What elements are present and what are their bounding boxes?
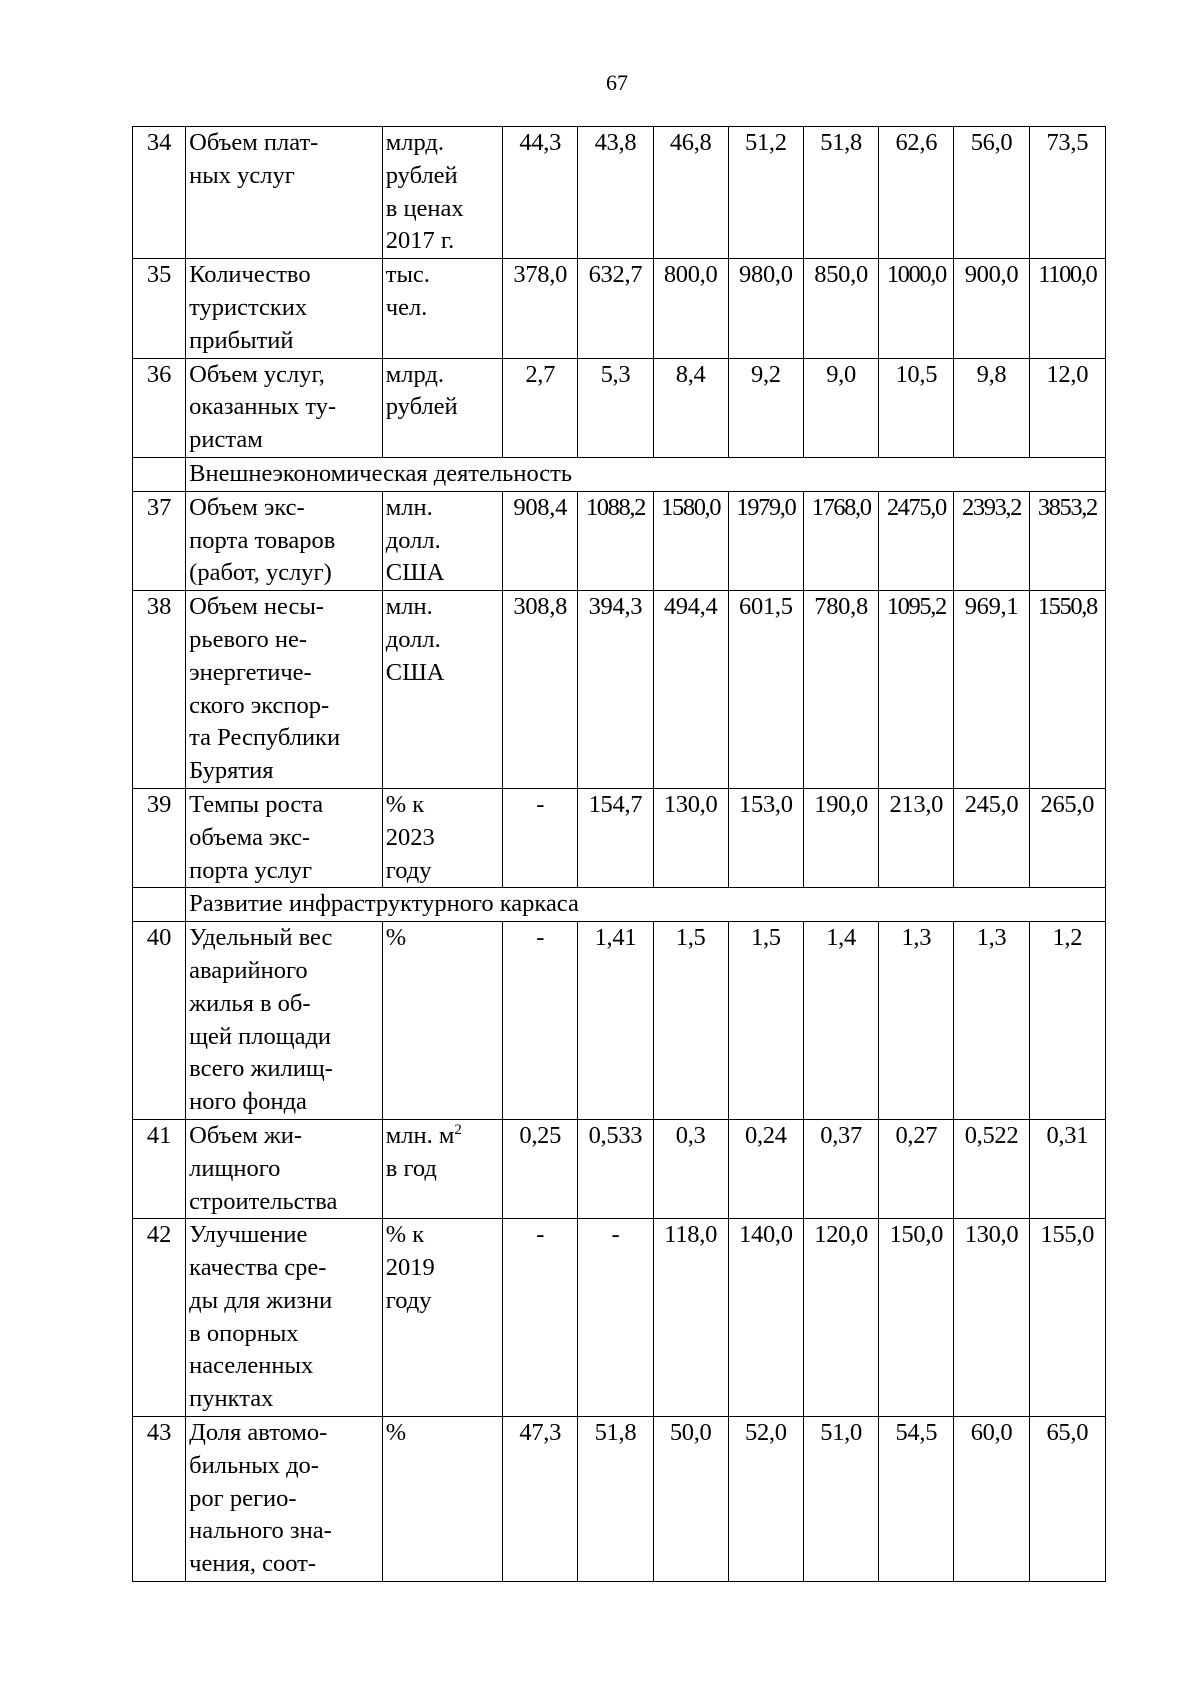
indicator-name-line: щей площади [189, 1022, 332, 1050]
indicator-name-line: та Республики [189, 724, 341, 752]
table-row [133, 358, 1106, 457]
indicator-name-line: Объем экс- [189, 493, 305, 521]
value-cell: 62,6 [879, 127, 954, 259]
value-cell: 1979,0 [728, 491, 803, 590]
value-cell: 65,0 [1029, 1417, 1105, 1582]
table-row [133, 591, 1106, 789]
value-cell: 1,3 [954, 922, 1029, 1120]
value-cell: 0,522 [954, 1119, 1029, 1218]
row-number: 39 [133, 788, 186, 887]
value-cell: 1088,2 [578, 491, 653, 590]
table-body [133, 127, 1106, 1582]
indicator-name-line: рог регио- [189, 1484, 297, 1512]
table-row [133, 1417, 1106, 1582]
indicator-name [186, 1119, 383, 1218]
row-number: 43 [133, 1417, 186, 1582]
page-number: 67 [606, 70, 628, 95]
value-cell: 54,5 [879, 1417, 954, 1582]
unit-line: рублей [385, 161, 458, 189]
unit-line: % [385, 924, 407, 952]
indicator-name [186, 1417, 383, 1582]
unit-line: 2019 [385, 1254, 435, 1282]
value-cell: 9,2 [728, 358, 803, 457]
row-number: 34 [133, 127, 186, 259]
value-cell: 130,0 [653, 788, 728, 887]
indicator-name [186, 1219, 383, 1417]
indicator-name [186, 788, 383, 887]
indicator-name-line: Объем несы- [189, 593, 324, 621]
value-cell: - [578, 1219, 653, 1417]
unit-line: чел. [385, 293, 428, 321]
indicator-name-line: в опорных [189, 1319, 299, 1347]
indicator-name-line: объема экс- [189, 823, 310, 851]
value-cell: 153,0 [728, 788, 803, 887]
value-cell: 47,3 [503, 1417, 578, 1582]
value-cell: 154,7 [578, 788, 653, 887]
indicator-name [186, 922, 383, 1120]
section-header-row [133, 888, 1106, 922]
indicator-name-line: бильных до- [189, 1451, 319, 1479]
unit-of-measure [382, 1417, 502, 1582]
value-cell: 56,0 [954, 127, 1029, 259]
value-cell: 632,7 [578, 259, 653, 358]
indicator-name [186, 259, 383, 358]
value-cell: 1095,2 [879, 591, 954, 789]
value-cell: 1,41 [578, 922, 653, 1120]
indicator-name [186, 358, 383, 457]
indicator-name-line: Доля автомо- [189, 1419, 328, 1447]
indicator-name-line: пунктах [189, 1385, 274, 1413]
unit-line: % к [385, 790, 425, 818]
value-cell: 969,1 [954, 591, 1029, 789]
value-cell: 120,0 [803, 1219, 878, 1417]
unit-of-measure [382, 591, 502, 789]
value-cell: - [503, 788, 578, 887]
unit-of-measure [382, 1219, 502, 1417]
indicator-name-line: прибытий [189, 326, 294, 354]
unit-of-measure [382, 788, 502, 887]
row-number: 35 [133, 259, 186, 358]
value-cell: 51,8 [803, 127, 878, 259]
indicator-name-line: ды для жизни [189, 1286, 333, 1314]
row-number: 41 [133, 1119, 186, 1218]
indicator-name-line: ного фонда [189, 1088, 307, 1116]
indicator-name-line: Объем услуг, [189, 360, 325, 388]
value-cell: 0,3 [653, 1119, 728, 1218]
indicator-name-line: порта товаров [189, 526, 336, 554]
indicator-name-line: туристских [189, 293, 308, 321]
indicator-name-line: качества сре- [189, 1254, 327, 1282]
value-cell: 1,5 [653, 922, 728, 1120]
unit-line: % [385, 1419, 407, 1447]
value-cell: 46,8 [653, 127, 728, 259]
unit-line: % к [385, 1221, 425, 1249]
unit-line [386, 1120, 499, 1153]
indicator-name-line: Количество [189, 261, 311, 289]
value-cell: 150,0 [879, 1219, 954, 1417]
value-cell: 0,533 [578, 1119, 653, 1218]
value-cell: 800,0 [653, 259, 728, 358]
value-cell: 140,0 [728, 1219, 803, 1417]
table-row [133, 922, 1106, 1120]
table-row [133, 491, 1106, 590]
value-cell: 245,0 [954, 788, 1029, 887]
unit-line: млрд. [385, 360, 444, 388]
value-cell: 0,27 [879, 1119, 954, 1218]
indicator-name-line: ского экспор- [189, 691, 330, 719]
value-cell: 908,4 [503, 491, 578, 590]
indicator-name-line: Улучшение [189, 1221, 308, 1249]
value-cell: 2475,0 [879, 491, 954, 590]
unit-line: тыс. [385, 261, 430, 289]
value-cell: 1,3 [879, 922, 954, 1120]
value-cell: 43,8 [578, 127, 653, 259]
indicator-name-line: всего жилищ- [189, 1055, 333, 1083]
row-number: 38 [133, 591, 186, 789]
value-cell: 394,3 [578, 591, 653, 789]
unit-line: млн. [385, 593, 433, 621]
indicator-name-line: чения, соот- [189, 1550, 317, 1578]
value-cell: 980,0 [728, 259, 803, 358]
unit-line: рублей [385, 393, 458, 421]
value-cell: 9,8 [954, 358, 1029, 457]
table-row [133, 788, 1106, 887]
value-cell: 8,4 [653, 358, 728, 457]
value-cell: 0,25 [503, 1119, 578, 1218]
value-cell: 1550,8 [1029, 591, 1105, 789]
value-cell: 155,0 [1029, 1219, 1105, 1417]
unit-line: США [385, 559, 445, 587]
unit-line: млн. [385, 493, 433, 521]
value-cell: 0,37 [803, 1119, 878, 1218]
value-cell: 1100,0 [1029, 259, 1105, 358]
value-cell: 0,31 [1029, 1119, 1105, 1218]
value-cell: 12,0 [1029, 358, 1105, 457]
value-cell: 1,5 [728, 922, 803, 1120]
indicator-name-line: ристам [189, 426, 263, 454]
value-cell: 73,5 [1029, 127, 1105, 259]
unit-line: 2023 [385, 823, 435, 851]
section-header-row [133, 457, 1106, 491]
value-cell: 780,8 [803, 591, 878, 789]
value-cell: 494,4 [653, 591, 728, 789]
value-cell: 60,0 [954, 1417, 1029, 1582]
indicator-name-line: ных услуг [189, 161, 295, 189]
unit-of-measure [382, 259, 502, 358]
indicator-name-line: нального зна- [189, 1517, 332, 1545]
indicators-table [132, 126, 1106, 1582]
value-cell: 50,0 [653, 1417, 728, 1582]
value-cell: 51,0 [803, 1417, 878, 1582]
table-row [133, 1219, 1106, 1417]
indicator-name-line: жилья в об- [189, 989, 311, 1017]
value-cell: 1768,0 [803, 491, 878, 590]
value-cell: - [503, 922, 578, 1120]
value-cell: 2393,2 [954, 491, 1029, 590]
value-cell: 5,3 [578, 358, 653, 457]
unit-of-measure [382, 127, 502, 259]
unit-line: млрд. [385, 129, 444, 156]
value-cell: 1,2 [1029, 922, 1105, 1120]
unit-line: в год [385, 1154, 437, 1182]
indicator-name [186, 491, 383, 590]
value-cell: 850,0 [803, 259, 878, 358]
indicator-name-line: порта услуг [189, 856, 313, 884]
unit-line: в ценах [385, 194, 464, 222]
value-cell: 44,3 [503, 127, 578, 259]
unit-of-measure [382, 922, 502, 1120]
value-cell: 1000,0 [879, 259, 954, 358]
value-cell: 51,2 [728, 127, 803, 259]
table-row [133, 1119, 1106, 1218]
section-title: Развитие инфраструктурного каркаса [186, 888, 1106, 922]
value-cell: 130,0 [954, 1219, 1029, 1417]
indicator-name-line: Объем жи- [189, 1121, 303, 1149]
indicator-name-line: лищного [189, 1154, 281, 1182]
indicator-name-line: Объем плат- [189, 129, 319, 156]
indicator-name-line: Бурятия [189, 757, 274, 785]
indicator-name-line: населенных [189, 1352, 314, 1380]
indicator-name-line: энергетиче- [189, 658, 312, 686]
unit-line: году [385, 856, 432, 884]
unit-main: млн. м [385, 1121, 455, 1149]
indicator-name [186, 127, 383, 259]
value-cell: 3853,2 [1029, 491, 1105, 590]
value-cell: 308,8 [503, 591, 578, 789]
value-cell: 265,0 [1029, 788, 1105, 887]
value-cell: 1,4 [803, 922, 878, 1120]
value-cell: 51,8 [578, 1417, 653, 1582]
row-number: 40 [133, 922, 186, 1120]
indicator-name-line: (работ, услуг) [189, 559, 332, 587]
value-cell: 213,0 [879, 788, 954, 887]
section-number-cell [133, 888, 186, 922]
unit-of-measure [382, 1119, 502, 1218]
indicator-name-line: рьевого не- [189, 625, 308, 653]
unit-of-measure [382, 491, 502, 590]
indicator-name-line: аварийного [189, 956, 308, 984]
table-row [133, 259, 1106, 358]
indicator-name-line: Удельный вес [189, 924, 333, 952]
unit-line: 2017 г. [385, 227, 455, 255]
unit-line: США [385, 658, 445, 686]
unit-line: году [385, 1286, 432, 1314]
value-cell: 1580,0 [653, 491, 728, 590]
value-cell: 190,0 [803, 788, 878, 887]
indicator-name-line: Темпы роста [189, 790, 324, 818]
value-cell: 52,0 [728, 1417, 803, 1582]
value-cell: 601,5 [728, 591, 803, 789]
value-cell: 10,5 [879, 358, 954, 457]
value-cell: 0,24 [728, 1119, 803, 1218]
unit-superscript: 2 [454, 1121, 462, 1138]
value-cell: 378,0 [503, 259, 578, 358]
value-cell: 2,7 [503, 358, 578, 457]
section-number-cell [133, 457, 186, 491]
indicator-name-line: оказанных ту- [189, 393, 337, 421]
unit-line: долл. [385, 625, 441, 653]
value-cell: 9,0 [803, 358, 878, 457]
unit-of-measure [382, 358, 502, 457]
section-title: Внешнеэкономическая деятельность [186, 457, 1106, 491]
unit-line: долл. [385, 526, 441, 554]
table-row [133, 127, 1106, 259]
value-cell: 900,0 [954, 259, 1029, 358]
value-cell: - [503, 1219, 578, 1417]
value-cell: 118,0 [653, 1219, 728, 1417]
indicator-name [186, 591, 383, 789]
indicator-name-line: строительства [189, 1187, 338, 1215]
row-number: 36 [133, 358, 186, 457]
row-number: 42 [133, 1219, 186, 1417]
row-number: 37 [133, 491, 186, 590]
